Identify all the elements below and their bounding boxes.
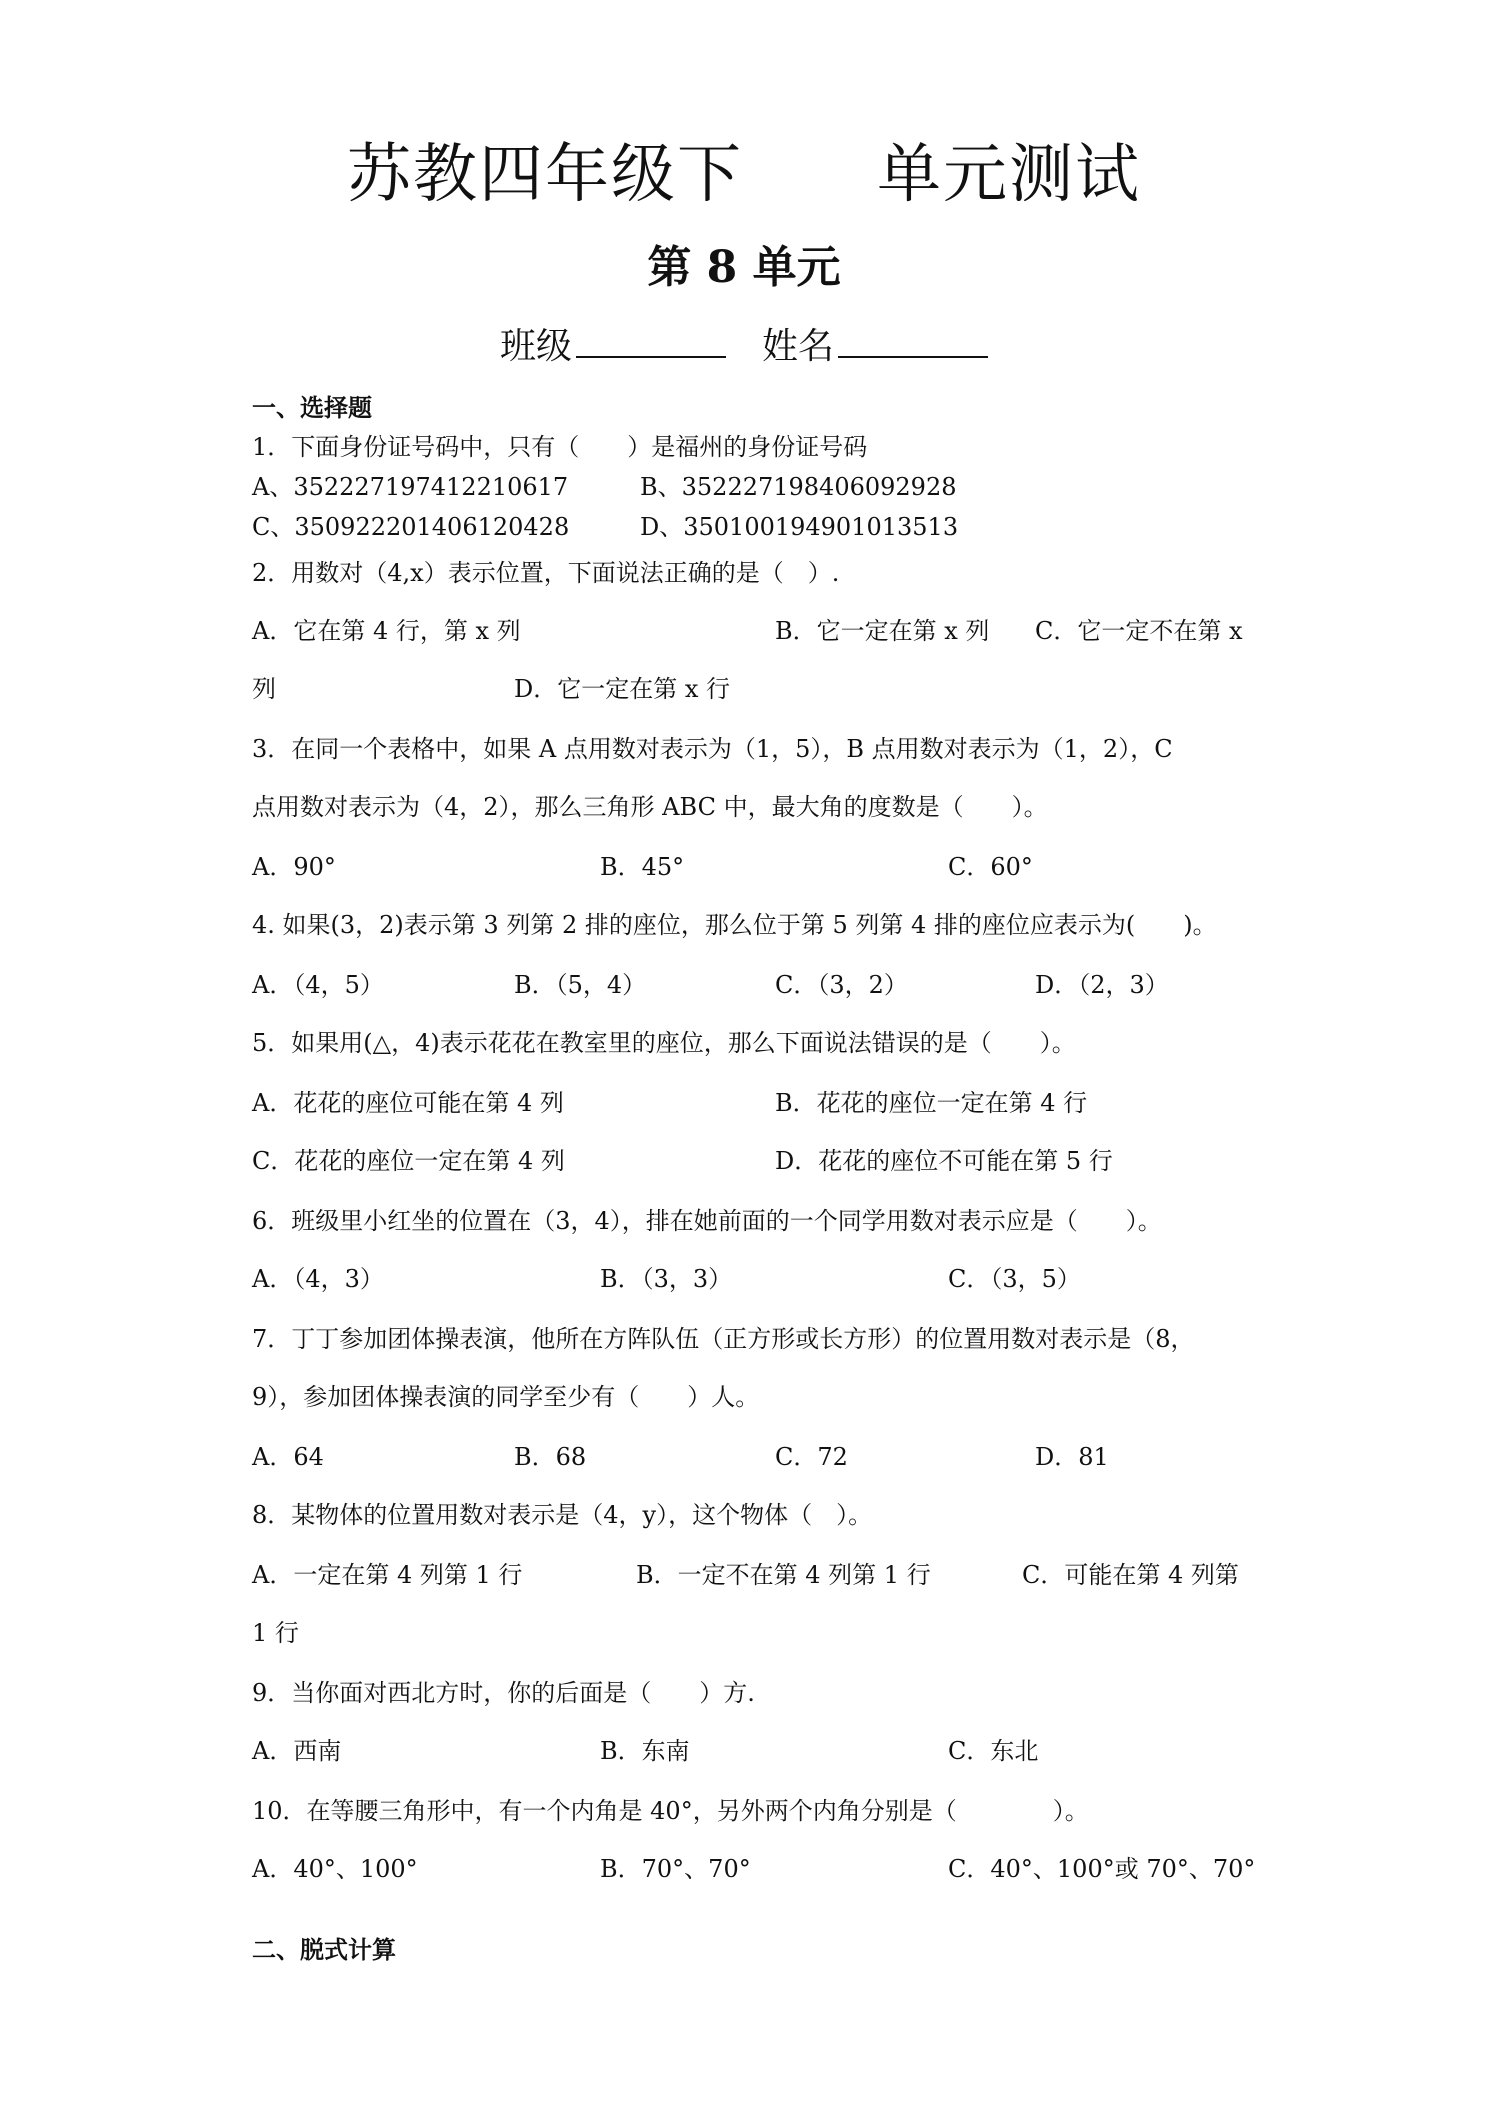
q5-stem: 5．如果用(△，4)表示花花在教室里的座位，那么下面说法错误的是（ ）。 <box>252 1029 1076 1057</box>
q2-option-c-continued: 列 <box>252 675 276 703</box>
class-label: 班级 <box>499 326 572 367</box>
q4-option-b: B．（5，4） <box>514 971 647 999</box>
q6-option-b: B．（3，3） <box>600 1265 733 1293</box>
q5-option-d: D．花花的座位不可能在第 5 行 <box>775 1147 1113 1175</box>
q8-stem: 8．某物体的位置用数对表示是（4，y），这个物体（ ）。 <box>252 1501 873 1529</box>
q10-option-a: A．40°、100° <box>252 1855 418 1883</box>
student-info-line <box>0 320 1488 374</box>
q6-option-c: C．（3，5） <box>948 1265 1081 1293</box>
q7-option-b: B．68 <box>514 1443 587 1471</box>
q1-option-d: D、350100194901013513 <box>640 513 959 541</box>
q7-stem-line2: 9），参加团体操表演的同学至少有（ ）人。 <box>252 1383 760 1411</box>
q6-stem: 6．班级里小红坐的位置在（3，4），排在她前面的一个同学用数对表示应是（ ）。 <box>252 1207 1162 1235</box>
q10-stem: 10．在等腰三角形中，有一个内角是 40°，另外两个内角分别是（ ）。 <box>252 1797 1089 1825</box>
section-calc-title: 二、脱式计算 <box>252 1935 396 1964</box>
q7-stem-line1: 7．丁丁参加团体操表演，他所在方阵队伍（正方形或长方形）的位置用数对表示是（8， <box>252 1325 1195 1353</box>
q2-option-c: C．它一定不在第 x <box>1035 617 1243 645</box>
q1-stem: 1．下面身份证号码中，只有（ ）是福州的身份证号码 <box>252 433 868 461</box>
q9-option-c: C．东北 <box>948 1737 1039 1765</box>
q7-option-d: D．81 <box>1035 1443 1109 1471</box>
q2-option-a: A．它在第 4 行，第 x 列 <box>252 617 521 645</box>
q8-option-b: B．一定不在第 4 列第 1 行 <box>636 1561 931 1589</box>
q5-option-b: B．花花的座位一定在第 4 行 <box>775 1089 1088 1117</box>
q10-option-b: B．70°、70° <box>600 1855 751 1883</box>
page-title: 苏教四年级下 单元测试 <box>346 138 1142 212</box>
q8-option-a: A．一定在第 4 列第 1 行 <box>252 1561 523 1589</box>
q8-option-c-continued: 1 行 <box>252 1619 299 1647</box>
q9-option-a: A．西南 <box>252 1737 342 1765</box>
name-label: 姓名 <box>762 326 835 367</box>
q6-option-a: A．（4，3） <box>252 1265 384 1293</box>
q5-option-a: A．花花的座位可能在第 4 列 <box>252 1089 564 1117</box>
q3-stem-line2: 点用数对表示为（4，2），那么三角形 ABC 中，最大角的度数是（ ）。 <box>252 793 1048 821</box>
q3-stem-line1: 3．在同一个表格中，如果 A 点用数对表示为（1，5），B 点用数对表示为（1，2），C <box>252 735 1173 763</box>
q9-option-b: B．东南 <box>600 1737 690 1765</box>
q1-option-c: C、350922201406120428 <box>252 513 570 541</box>
q5-option-c: C．花花的座位一定在第 4 列 <box>252 1147 565 1175</box>
q4-stem: 4. 如果(3，2)表示第 3 列第 2 排的座位，那么位于第 5 列第 4 排的座位应表示为( )。 <box>252 911 1217 939</box>
q4-option-d: D．（2，3） <box>1035 971 1169 999</box>
q2-stem: 2．用数对（4,x）表示位置，下面说法正确的是（ ）. <box>252 559 840 587</box>
q1-option-b: B、352227198406092928 <box>640 473 957 501</box>
q4-option-c: C．（3，2） <box>775 971 908 999</box>
class-blank <box>576 320 726 358</box>
q2-option-d: D．它一定在第 x 行 <box>514 675 731 703</box>
q1-option-a: A、352227197412210617 <box>252 473 569 501</box>
q3-option-a: A．90° <box>252 853 336 881</box>
q7-option-a: A．64 <box>252 1443 324 1471</box>
q4-option-a: A．（4，5） <box>252 971 384 999</box>
q3-option-c: C．60° <box>948 853 1033 881</box>
q10-option-c: C．40°、100°或 70°、70° <box>948 1855 1256 1883</box>
section-choice-title: 一、选择题 <box>252 393 372 422</box>
q8-option-c: C．可能在第 4 列第 <box>1022 1561 1239 1589</box>
name-blank <box>838 320 988 358</box>
q3-option-b: B．45° <box>600 853 685 881</box>
unit-subtitle: 第 8 单元 <box>647 242 841 293</box>
q9-stem: 9．当你面对西北方时，你的后面是（ ）方. <box>252 1679 755 1707</box>
q7-option-c: C．72 <box>775 1443 848 1471</box>
q2-option-b: B．它一定在第 x 列 <box>775 617 990 645</box>
